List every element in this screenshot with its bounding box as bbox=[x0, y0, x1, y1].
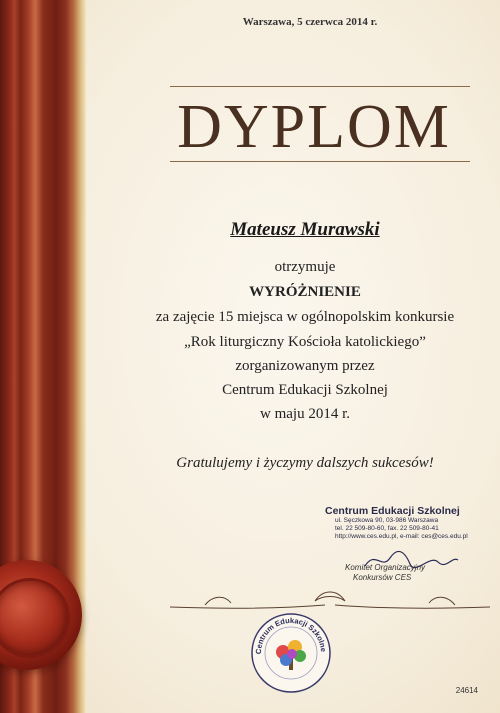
signature-caption-line2: Konkursów CES bbox=[353, 573, 412, 582]
stamp-web: http://www.ces.edu.pl, e-mail: ces@ces.edu.pl bbox=[335, 533, 468, 540]
organization-stamp bbox=[325, 505, 475, 541]
diploma-date: Warszawa, 5 czerwca 2014 r. bbox=[242, 16, 378, 28]
logo-ring-text: Centrum Edukacji Szkolne bbox=[253, 615, 329, 655]
ces-logo-icon bbox=[250, 612, 332, 694]
organized-text: zorganizowanym przez bbox=[235, 358, 375, 374]
when-text: w maju 2014 r. bbox=[260, 406, 350, 422]
stamp-phone: tel. 22 509-80-60, fax. 22 509-80-41 bbox=[335, 525, 439, 532]
title-divider-top bbox=[170, 86, 470, 87]
contest-text: „Rok liturgiczny Kościoła katolickiego” bbox=[184, 334, 426, 350]
title-divider-bottom bbox=[170, 161, 470, 162]
award-text: WYRÓŻNIENIE bbox=[249, 284, 361, 300]
diploma-title: DYPLOM bbox=[177, 93, 451, 161]
stamp-title: Centrum Edukacji Szkolnej bbox=[325, 505, 460, 517]
organizer-text: Centrum Edukacji Szkolnej bbox=[222, 382, 388, 398]
place-text: za zajęcie 15 miejsca w ogólnopolskim konkursie bbox=[155, 309, 455, 325]
signature-caption bbox=[345, 563, 425, 583]
signature-caption-line1: Komitet Organizacyjny bbox=[345, 563, 426, 572]
stamp-address: ul. Sęczkowa 90, 03-986 Warszawa bbox=[335, 517, 439, 524]
recipient-name: Mateusz Murawski bbox=[230, 219, 380, 240]
ornament-flourish-icon bbox=[165, 585, 495, 615]
greeting-text: Gratulujemy i życzymy dalszych sukcesów! bbox=[176, 455, 434, 471]
receives-text: otrzymuje bbox=[274, 259, 336, 275]
document-number: 24614 bbox=[455, 686, 478, 695]
